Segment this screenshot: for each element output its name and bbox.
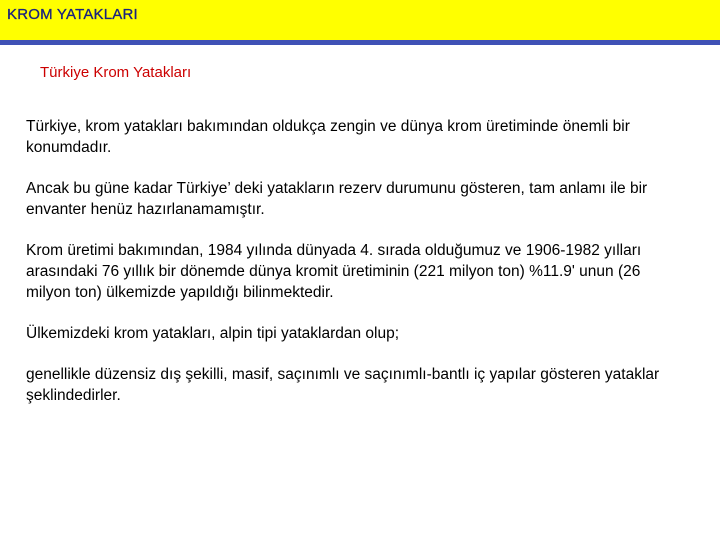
title-divider xyxy=(0,40,720,45)
title-bar xyxy=(0,0,720,40)
paragraph: genellikle düzensiz dış şekilli, masif, saçınımlı ve saçınımlı-bantlı iç yapılar gösteren yataklar şeklindedirler. xyxy=(26,366,660,404)
paragraph: Ancak bu güne kadar Türkiye’ deki yatakların rezerv durumunu gösteren, tam anlamı ile bir envanter henüz hazırlanamamıştır. xyxy=(26,180,648,218)
page-title: KROM YATAKLARI xyxy=(7,6,138,23)
body-text xyxy=(26,116,686,426)
paragraph: Türkiye, krom yatakları bakımından oldukça zengin ve dünya krom üretiminde önemli bir konumdadır. xyxy=(26,118,630,156)
section-subtitle: Türkiye Krom Yatakları xyxy=(40,64,192,81)
paragraph: Krom üretimi bakımından, 1984 yılında dünyada 4. sırada olduğumuz ve 1906-1982 yılları arasındaki 76 yıllık bir dönemde dünya kromit üretiminin (221 milyon ton) %11.9' unun (26 milyon ton) ülkemizde yapıldığı bilinmektedir. xyxy=(26,242,642,301)
paragraph: Ülkemizdeki krom yatakları, alpin tipi yataklardan olup; xyxy=(26,325,400,342)
